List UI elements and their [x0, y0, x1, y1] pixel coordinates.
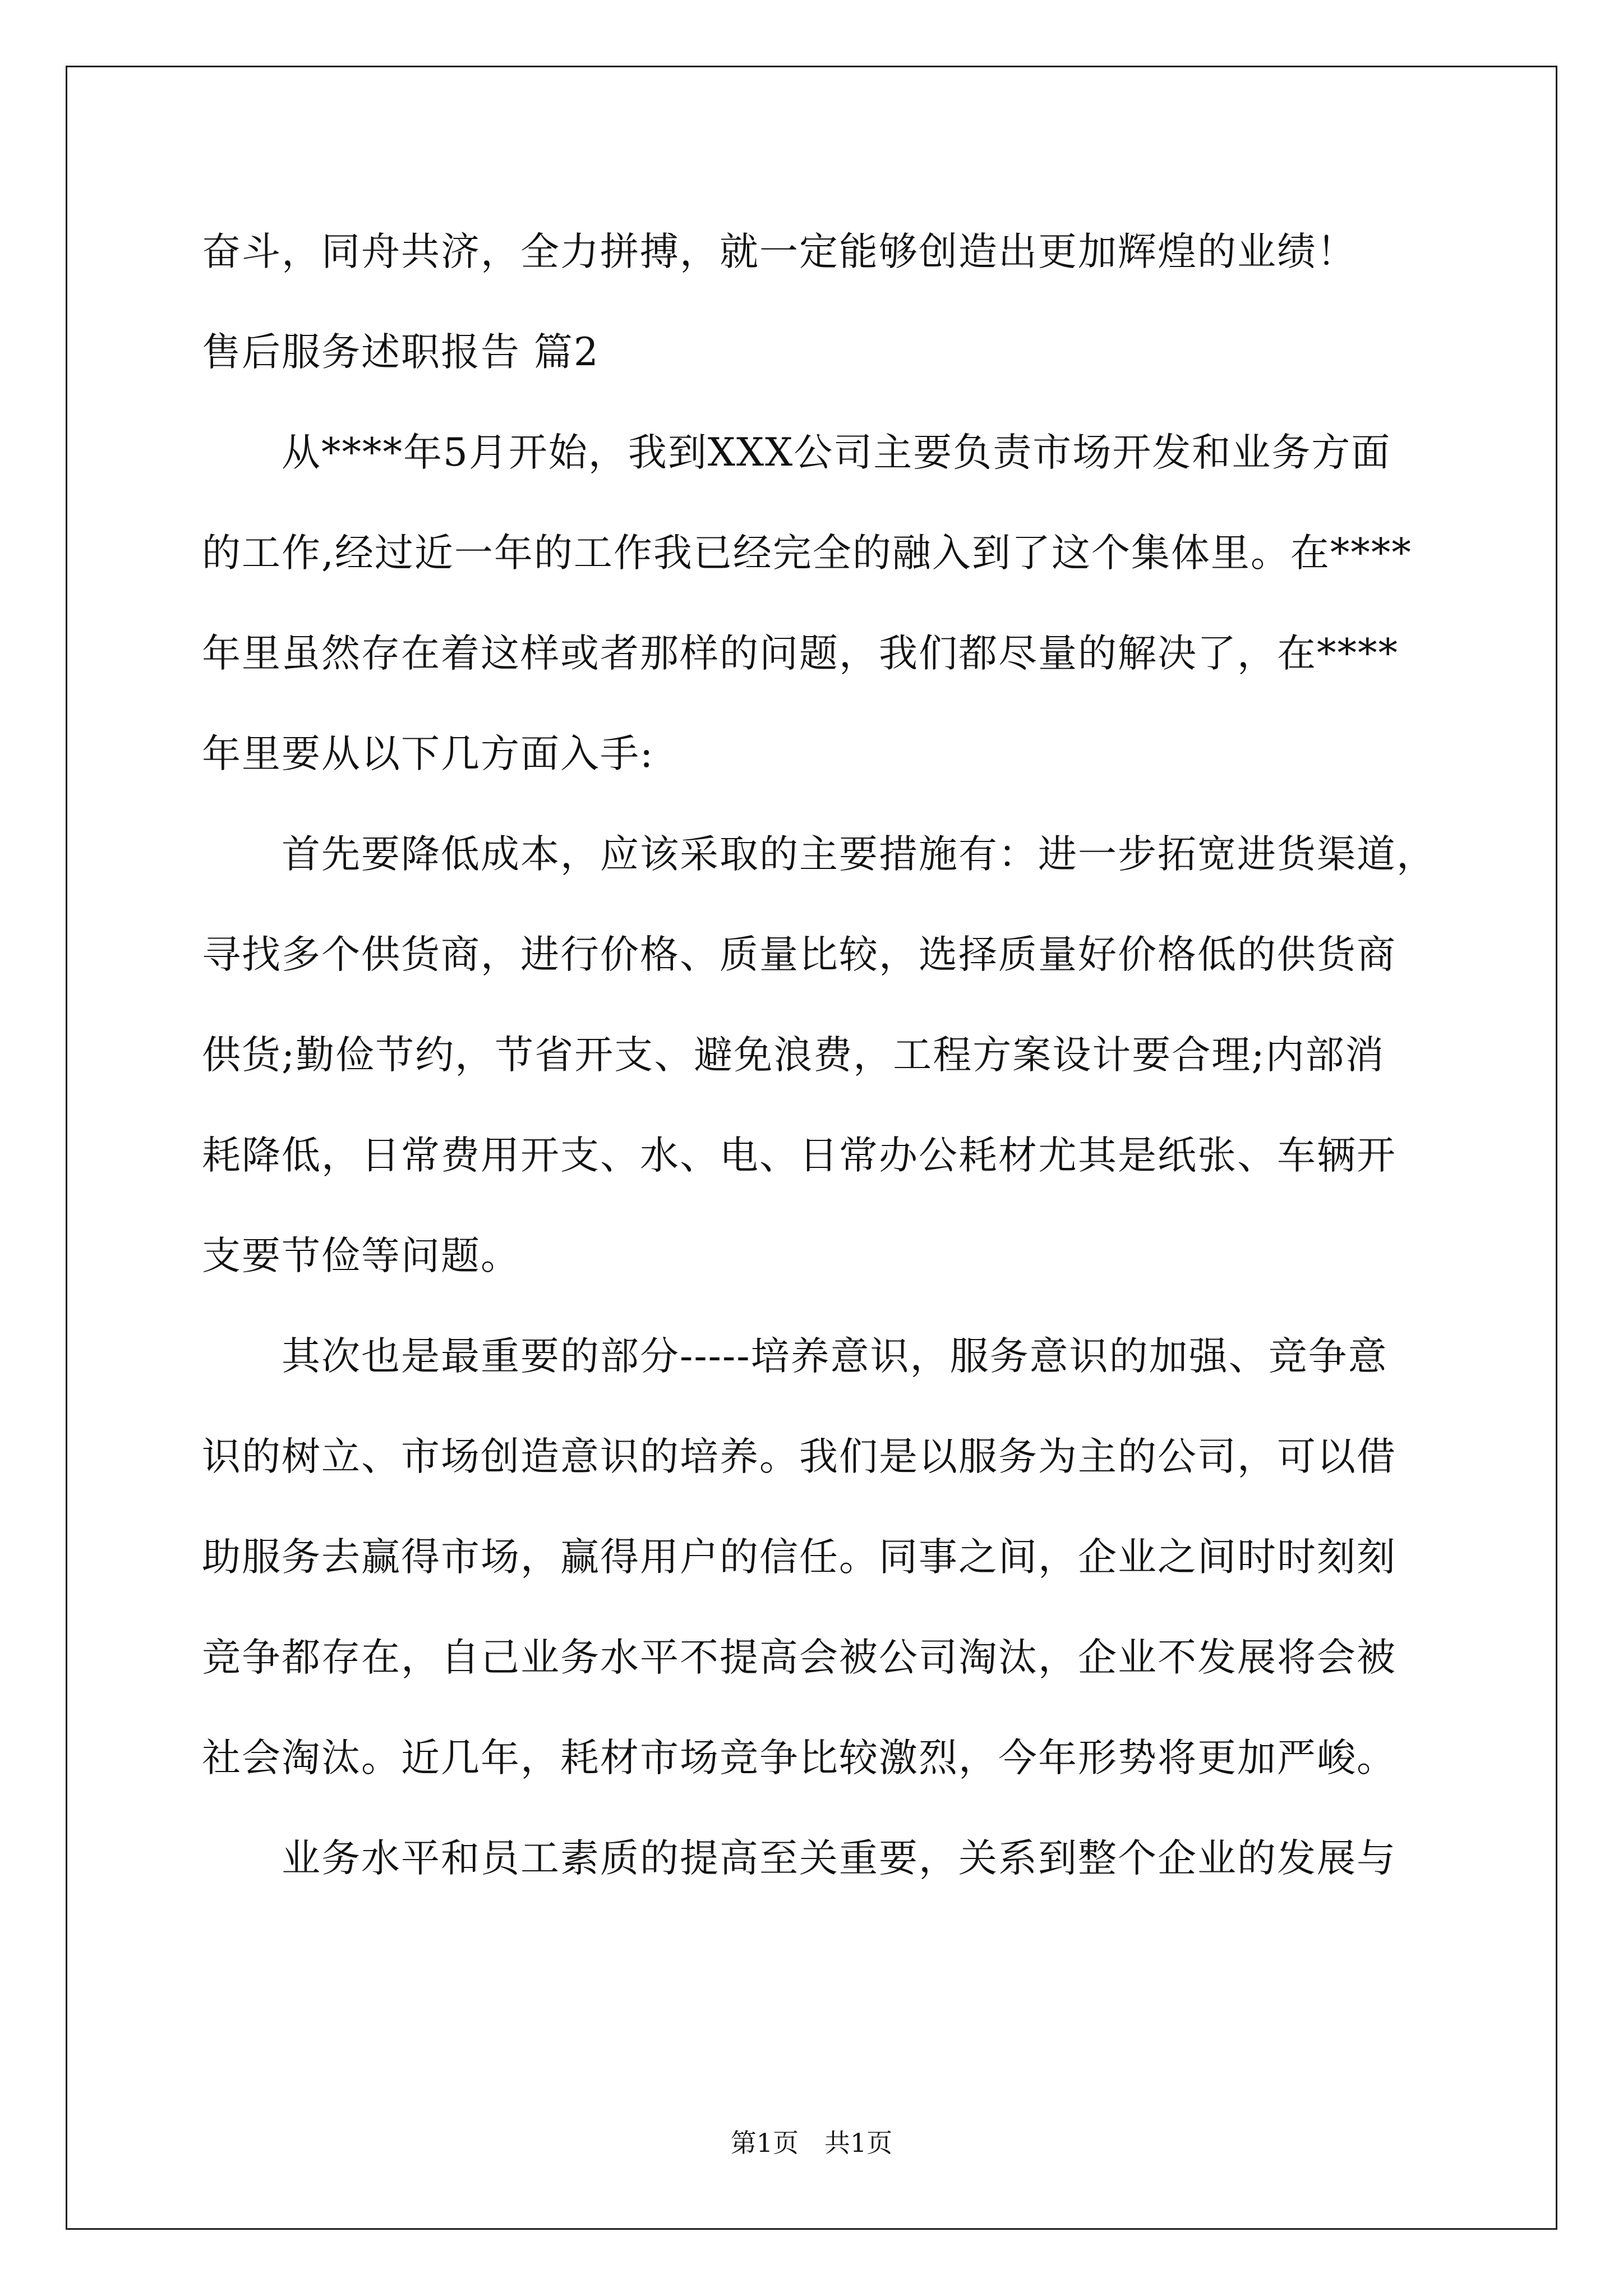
page-footer: 第1页 共1页 [730, 2128, 893, 2158]
paragraph-start-line: 首先要降低成本，应该采取的主要措施有：进一步拓宽进货渠道， [282, 832, 1436, 877]
paragraph-start-line: 业务水平和员工素质的提高至关重要，关系到整个企业的发展与 [282, 1836, 1396, 1881]
text-line: 助服务去赢得市场，赢得用户的信任。同事之间，企业之间时时刻刻 [202, 1535, 1396, 1580]
text-line: 寻找多个供货商，进行价格、质量比较，选择质量好价格低的供货商 [202, 932, 1396, 977]
text-line: 奋斗，同舟共济，全力拼搏，就一定能够创造出更加辉煌的业绩！ [202, 229, 1357, 274]
paragraph-start-line: 其次也是最重要的部分-----培养意识，服务意识的加强、竞争意 [282, 1334, 1388, 1379]
text-line: 年里虽然存在着这样或者那样的问题，我们都尽量的解决了，在**** [202, 631, 1399, 676]
text-line: 的工作,经过近一年的工作我已经完全的融入到了这个集体里。在**** [202, 531, 1412, 576]
document-body [202, 202, 1436, 1909]
text-line: 供货;勤俭节约，节省开支、避免浪费，工程方案设计要合理;内部消 [202, 1033, 1385, 1078]
text-line: 社会淘汰。近几年，耗材市场竞争比较激烈，今年形势将更加严峻。 [202, 1736, 1396, 1780]
section-heading: 售后服务述职报告 篇2 [202, 330, 600, 375]
paragraph-start-line: 从****年5月开始，我到XXX公司主要负责市场开发和业务方面 [282, 430, 1391, 475]
text-line: 年里要从以下几方面入手: [202, 731, 654, 776]
text-line: 耗降低，日常费用开支、水、电、日常办公耗材尤其是纸张、车辆开 [202, 1133, 1396, 1178]
text-line: 支要节俭等问题。 [202, 1234, 520, 1278]
text-line: 识的树立、市场创造意识的培养。我们是以服务为主的公司，可以借 [202, 1434, 1396, 1479]
text-line: 竞争都存在，自己业务水平不提高会被公司淘汰，企业不发展将会被 [202, 1635, 1396, 1680]
